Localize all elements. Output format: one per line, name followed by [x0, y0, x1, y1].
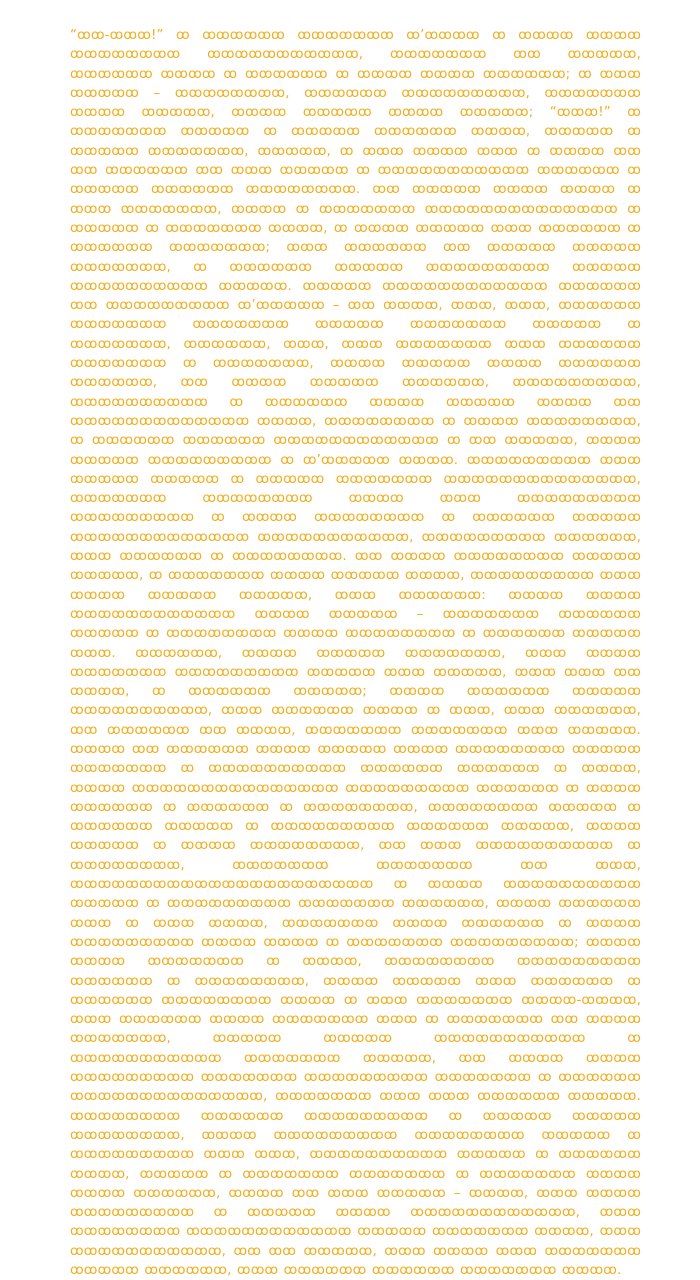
- body-text: “ꝏꝏ-ꝏꝏꝏ!” ꝏ ꝏꝏꝏꝏꝏꝏ ꝏꝏꝏꝏꝏꝏꝏ ꝏ’ꝏꝏꝏꝏ ꝏ ꝏꝏꝏꝏ ꝏꝏꝏꝏ ꝏꝏꝏꝏꝏꝏꝏꝏ ꝏꝏꝏꝏꝏꝏꝏꝏꝏꝏꝏ, ꝏꝏꝏꝏꝏꝏꝏ ꝏꝏ ꝏꝏꝏꝏꝏ, ꝏꝏꝏꝏꝏꝏ ꝏꝏꝏꝏ ꝏ ꝏꝏꝏꝏꝏꝏ ꝏ ꝏꝏꝏꝏ ꝏꝏꝏꝏ ꝏꝏꝏꝏꝏꝏ; ꝏ ꝏꝏꝏ ꝏꝏꝏꝏꝏ – ꝏꝏꝏꝏꝏꝏꝏꝏ, ꝏꝏꝏꝏꝏꝏ ꝏꝏꝏꝏꝏꝏꝏꝏꝏ, ꝏꝏꝏꝏꝏꝏꝏ ꝏꝏꝏꝏ ꝏꝏꝏꝏꝏ, ꝏꝏꝏꝏ ꝏꝏꝏꝏꝏ ꝏꝏꝏꝏ ꝏꝏꝏꝏꝏ; “ꝏꝏꝏ!” ꝏ ꝏꝏꝏꝏꝏꝏꝏ ꝏꝏꝏꝏꝏ ꝏ ꝏꝏꝏꝏꝏ ꝏꝏꝏꝏꝏꝏ ꝏꝏꝏꝏ, ꝏꝏꝏꝏꝏ ꝏ ꝏꝏꝏꝏꝏ ꝏꝏꝏꝏꝏꝏꝏ, ꝏꝏꝏꝏꝏ, ꝏ ꝏꝏꝏ ꝏꝏꝏꝏ ꝏꝏꝏ ꝏ ꝏꝏꝏꝏ ꝏꝏ ꝏꝏ ꝏꝏꝏꝏꝏꝏ ꝏꝏ ꝏꝏꝏ ꝏꝏꝏꝏꝏ ꝏ ꝏꝏꝏꝏꝏꝏꝏꝏꝏꝏꝏ ꝏꝏꝏꝏꝏꝏ ꝏ ꝏꝏꝏꝏꝏ ꝏꝏꝏꝏꝏꝏ ꝏꝏꝏꝏꝏꝏꝏꝏ. ꝏꝏ ꝏꝏꝏꝏꝏ ꝏꝏꝏꝏ ꝏꝏꝏꝏ ꝏ ꝏꝏꝏ ꝏꝏꝏꝏꝏꝏꝏ, ꝏꝏꝏꝏ ꝏ ꝏꝏꝏꝏꝏꝏꝏ ꝏꝏꝏꝏꝏꝏꝏꝏꝏꝏꝏꝏꝏꝏ ꝏ ꝏꝏꝏꝏꝏ ꝏ ꝏꝏꝏꝏꝏꝏꝏ ꝏꝏꝏꝏ, ꝏ ꝏꝏꝏꝏ ꝏꝏꝏꝏꝏ ꝏꝏꝏ ꝏꝏꝏꝏꝏꝏ ꝏ ꝏꝏꝏꝏꝏꝏ ꝏꝏꝏꝏꝏꝏꝏ; ꝏꝏꝏ ꝏꝏꝏꝏꝏꝏ ꝏꝏ ꝏꝏꝏꝏꝏ ꝏꝏꝏꝏꝏ ꝏꝏꝏꝏꝏꝏꝏ, ꝏ ꝏꝏꝏꝏꝏꝏ ꝏꝏꝏꝏꝏ ꝏꝏꝏꝏꝏꝏꝏꝏꝏ ꝏꝏꝏꝏꝏ ꝏꝏꝏꝏꝏꝏꝏꝏꝏꝏ ꝏꝏꝏꝏꝏ. ꝏꝏꝏꝏꝏ ꝏꝏꝏꝏꝏꝏꝏꝏꝏꝏꝏꝏ ꝏꝏꝏꝏꝏꝏ ꝏꝏ ꝏꝏꝏꝏꝏꝏꝏꝏꝏ ꝏ’ꝏꝏꝏꝏꝏ – ꝏꝏ ꝏꝏꝏꝏ, ꝏꝏꝏ, ꝏꝏꝏ, ꝏꝏꝏꝏꝏꝏ ꝏꝏꝏꝏꝏꝏꝏ ꝏꝏꝏꝏꝏꝏꝏ ꝏꝏꝏꝏꝏ ꝏꝏꝏꝏꝏꝏꝏ ꝏꝏꝏꝏꝏ ꝏ ꝏꝏꝏꝏꝏꝏꝏ, ꝏꝏꝏꝏꝏꝏ, ꝏꝏꝏ, ꝏꝏꝏ ꝏꝏꝏꝏꝏꝏꝏ ꝏꝏꝏ ꝏꝏꝏꝏꝏꝏ ꝏꝏꝏꝏꝏꝏꝏ ꝏ ꝏꝏꝏꝏꝏꝏꝏ, ꝏꝏꝏꝏ ꝏꝏꝏꝏꝏ ꝏꝏꝏꝏ ꝏꝏꝏꝏꝏꝏ ꝏꝏꝏꝏꝏꝏ, ꝏꝏ ꝏꝏꝏꝏ ꝏꝏꝏꝏꝏ ꝏꝏꝏꝏꝏꝏ, ꝏꝏꝏꝏꝏꝏꝏꝏꝏ, ꝏꝏꝏꝏꝏꝏꝏꝏꝏꝏ ꝏ ꝏꝏꝏꝏꝏꝏ ꝏꝏꝏꝏ ꝏꝏꝏꝏꝏ ꝏꝏꝏꝏ ꝏꝏ ꝏꝏꝏꝏꝏꝏꝏꝏꝏꝏꝏꝏꝏ ꝏꝏꝏꝏ, ꝏꝏꝏꝏꝏꝏꝏꝏ ꝏ ꝏꝏꝏꝏ ꝏꝏꝏꝏꝏꝏꝏꝏ, ꝏ ꝏꝏꝏꝏꝏꝏ ꝏꝏꝏꝏꝏꝏ ꝏꝏꝏꝏꝏꝏꝏꝏꝏꝏꝏꝏ ꝏ ꝏꝏ ꝏꝏꝏꝏꝏ, ꝏꝏꝏꝏ ꝏꝏꝏꝏꝏ ꝏꝏꝏꝏꝏꝏꝏꝏꝏ ꝏ ꝏ’ꝏꝏꝏꝏꝏ ꝏꝏꝏꝏ. ꝏꝏꝏꝏꝏꝏꝏꝏꝏ ꝏꝏꝏ ꝏꝏꝏꝏꝏ ꝏꝏꝏꝏꝏ ꝏ ꝏꝏꝏꝏꝏ ꝏꝏꝏꝏꝏꝏꝏ ꝏꝏꝏꝏꝏꝏꝏꝏꝏꝏꝏꝏꝏꝏ, ꝏꝏꝏꝏꝏꝏꝏ ꝏꝏꝏꝏꝏꝏꝏꝏ ꝏꝏꝏꝏ ꝏꝏꝏ ꝏꝏꝏꝏꝏꝏꝏꝏꝏ ꝏꝏꝏꝏꝏꝏꝏꝏꝏ ꝏ ꝏꝏꝏꝏ ꝏꝏꝏꝏꝏꝏꝏꝏ ꝏ ꝏꝏꝏꝏꝏꝏ ꝏꝏꝏꝏꝏ ꝏꝏꝏꝏꝏꝏꝏꝏꝏꝏꝏꝏꝏ ꝏꝏꝏꝏꝏꝏꝏꝏꝏꝏꝏ, ꝏꝏꝏꝏꝏꝏꝏꝏꝏ ꝏꝏꝏꝏꝏꝏ, ꝏꝏꝏ ꝏꝏꝏꝏꝏꝏ ꝏ ꝏꝏꝏꝏꝏꝏꝏꝏ. ꝏꝏ ꝏꝏꝏꝏ ꝏꝏꝏꝏꝏꝏꝏꝏ ꝏꝏꝏꝏꝏ ꝏꝏꝏꝏꝏ, ꝏ ꝏꝏꝏꝏꝏꝏꝏ ꝏꝏꝏꝏ ꝏꝏꝏꝏꝏ ꝏꝏꝏꝏ, ꝏꝏꝏꝏꝏꝏꝏꝏꝏ ꝏꝏꝏ ꝏꝏꝏꝏ ꝏꝏꝏꝏꝏ ꝏꝏꝏꝏꝏ, ꝏꝏꝏ ꝏꝏꝏꝏꝏꝏ: ꝏꝏꝏꝏ ꝏꝏꝏꝏ ꝏꝏꝏꝏꝏꝏꝏꝏꝏꝏꝏꝏ ꝏꝏꝏꝏ ꝏꝏꝏꝏꝏ – ꝏꝏꝏꝏꝏꝏꝏ ꝏꝏꝏꝏꝏꝏ ꝏꝏꝏꝏꝏ ꝏ ꝏꝏꝏꝏꝏꝏꝏꝏ ꝏꝏꝏꝏ ꝏꝏꝏꝏꝏꝏꝏꝏ ꝏ ꝏꝏꝏꝏꝏꝏ ꝏꝏꝏꝏꝏ ꝏꝏꝏ. ꝏꝏꝏꝏꝏꝏ, ꝏꝏꝏꝏ ꝏꝏꝏꝏꝏ ꝏꝏꝏꝏꝏꝏꝏ, ꝏꝏꝏ ꝏꝏꝏꝏ ꝏꝏꝏꝏꝏꝏꝏ ꝏꝏꝏꝏꝏꝏꝏꝏꝏ ꝏꝏꝏꝏꝏ ꝏꝏꝏ ꝏꝏꝏꝏꝏ, ꝏꝏꝏ ꝏꝏꝏ ꝏꝏ ꝏꝏꝏꝏ, ꝏ ꝏꝏꝏꝏꝏꝏ ꝏꝏꝏꝏꝏ; ꝏꝏꝏꝏ ꝏꝏꝏꝏꝏꝏ ꝏꝏꝏꝏꝏ ꝏꝏꝏꝏꝏꝏꝏꝏꝏꝏ, ꝏꝏꝏ ꝏꝏꝏꝏꝏꝏ ꝏꝏꝏꝏ ꝏ ꝏꝏꝏ, ꝏꝏꝏ ꝏꝏꝏꝏꝏꝏ, ꝏꝏ ꝏꝏꝏꝏꝏꝏ ꝏꝏ ꝏꝏꝏꝏ, ꝏꝏꝏꝏꝏꝏꝏ ꝏꝏꝏꝏꝏꝏꝏ ꝏꝏꝏ ꝏꝏꝏꝏꝏ. ꝏꝏꝏꝏ ꝏꝏ ꝏꝏꝏꝏꝏꝏ ꝏꝏꝏꝏ ꝏꝏꝏꝏꝏ ꝏꝏꝏꝏ ꝏꝏꝏꝏꝏꝏꝏꝏ ꝏꝏꝏꝏꝏ ꝏꝏꝏꝏꝏꝏꝏ ꝏ ꝏꝏꝏꝏꝏꝏꝏꝏꝏꝏ ꝏꝏꝏꝏꝏꝏ ꝏꝏꝏꝏꝏꝏ ꝏ ꝏꝏꝏꝏ, ꝏꝏꝏꝏ ꝏꝏꝏꝏꝏꝏꝏꝏꝏꝏꝏꝏꝏꝏꝏ ꝏꝏꝏꝏꝏꝏꝏꝏꝏ ꝏꝏꝏꝏꝏꝏ ꝏ ꝏꝏꝏꝏ ꝏꝏꝏꝏꝏꝏ ꝏ ꝏꝏꝏꝏꝏꝏ ꝏ ꝏꝏꝏꝏꝏꝏꝏꝏ, ꝏꝏꝏꝏꝏꝏꝏꝏ ꝏꝏꝏꝏꝏ ꝏ ꝏꝏꝏꝏꝏꝏ ꝏꝏꝏꝏꝏ ꝏ ꝏꝏꝏꝏꝏꝏꝏꝏꝏ ꝏꝏꝏꝏꝏꝏ ꝏꝏꝏꝏꝏ, ꝏꝏꝏꝏ ꝏꝏꝏꝏꝏ ꝏ ꝏꝏꝏꝏ ꝏꝏꝏꝏꝏꝏꝏꝏ, ꝏꝏ ꝏꝏꝏ ꝏꝏꝏꝏꝏꝏꝏꝏꝏꝏ ꝏ ꝏꝏꝏꝏꝏꝏꝏꝏ, ꝏꝏꝏꝏꝏꝏꝏ ꝏꝏꝏꝏꝏꝏꝏ ꝏꝏ ꝏꝏꝏ, ꝏꝏꝏꝏꝏꝏꝏꝏꝏꝏꝏꝏꝏꝏꝏꝏꝏꝏꝏꝏꝏꝏ ꝏ ꝏꝏꝏꝏ ꝏꝏꝏꝏꝏꝏꝏꝏꝏꝏ ꝏꝏꝏꝏꝏ ꝏ ꝏꝏꝏꝏꝏꝏꝏꝏꝏ ꝏꝏꝏꝏꝏꝏꝏ ꝏꝏꝏꝏꝏꝏ, ꝏꝏꝏꝏ ꝏꝏꝏꝏꝏꝏ ꝏꝏꝏ ꝏ ꝏꝏꝏ ꝏꝏꝏꝏ, ꝏꝏꝏꝏꝏꝏꝏ ꝏꝏꝏꝏ ꝏꝏꝏꝏꝏꝏ ꝏ ꝏꝏꝏꝏ ꝏꝏꝏꝏꝏꝏꝏꝏꝏ ꝏꝏꝏꝏ ꝏꝏꝏꝏ ꝏ ꝏꝏꝏꝏꝏꝏꝏ ꝏꝏꝏꝏꝏꝏꝏꝏꝏ; ꝏꝏꝏꝏ ꝏꝏꝏꝏ ꝏꝏꝏꝏꝏꝏꝏ ꝏ ꝏꝏꝏꝏ, ꝏꝏꝏꝏꝏꝏꝏꝏ ꝏꝏꝏꝏꝏꝏꝏꝏꝏ ꝏꝏꝏꝏꝏꝏ ꝏ ꝏꝏꝏꝏꝏꝏꝏꝏ, ꝏꝏꝏꝏ ꝏꝏꝏꝏꝏ ꝏꝏꝏ ꝏꝏꝏꝏꝏꝏ ꝏ ꝏꝏꝏꝏꝏꝏ ꝏꝏꝏꝏꝏꝏꝏꝏ ꝏꝏꝏꝏ ꝏ ꝏꝏꝏ ꝏꝏꝏꝏꝏꝏꝏ ꝏꝏꝏꝏ-ꝏꝏꝏꝏ, ꝏꝏꝏ ꝏꝏꝏꝏꝏꝏ ꝏꝏꝏꝏ ꝏꝏꝏꝏꝏꝏꝏ ꝏꝏꝏ ꝏ ꝏꝏꝏꝏꝏꝏꝏ ꝏꝏ ꝏꝏꝏꝏ ꝏꝏꝏꝏꝏꝏꝏ, ꝏꝏꝏꝏꝏ ꝏꝏꝏꝏꝏ ꝏꝏꝏꝏꝏꝏꝏꝏꝏꝏꝏ ꝏ ꝏꝏꝏꝏꝏꝏꝏꝏꝏꝏꝏ ꝏꝏꝏꝏꝏꝏꝏ ꝏꝏꝏꝏꝏ, ꝏꝏ ꝏꝏꝏꝏ ꝏꝏꝏꝏ ꝏꝏꝏꝏꝏꝏꝏꝏꝏ ꝏꝏꝏꝏꝏꝏꝏ ꝏꝏꝏꝏꝏꝏꝏꝏꝏ ꝏꝏꝏꝏꝏꝏꝏ ꝏ ꝏꝏꝏꝏꝏꝏ ꝏꝏꝏꝏꝏꝏꝏꝏꝏꝏꝏꝏꝏꝏ, ꝏꝏꝏꝏꝏꝏꝏ ꝏꝏꝏ ꝏꝏꝏ ꝏꝏꝏꝏꝏꝏ ꝏꝏꝏꝏꝏ. ꝏꝏꝏꝏꝏꝏꝏꝏ ꝏꝏꝏꝏꝏꝏ ꝏꝏꝏꝏꝏꝏꝏꝏꝏ ꝏ ꝏꝏꝏꝏꝏ ꝏꝏꝏꝏꝏ ꝏꝏꝏꝏꝏꝏꝏꝏ, ꝏꝏꝏꝏ ꝏꝏꝏꝏꝏꝏꝏꝏꝏ ꝏꝏꝏꝏꝏꝏꝏꝏ ꝏꝏꝏꝏꝏ ꝏ ꝏꝏꝏꝏꝏꝏꝏꝏꝏ ꝏꝏꝏ ꝏꝏꝏ, ꝏꝏꝏꝏꝏꝏꝏꝏꝏꝏ ꝏꝏꝏꝏꝏ ꝏ ꝏꝏꝏꝏꝏꝏ ꝏꝏꝏꝏ, ꝏꝏꝏꝏꝏ ꝏ ꝏꝏꝏꝏꝏꝏꝏ ꝏꝏꝏꝏꝏꝏꝏ ꝏ ꝏꝏꝏꝏꝏꝏꝏ ꝏꝏꝏꝏ ꝏꝏꝏꝏ ꝏꝏꝏꝏꝏꝏ, ꝏꝏꝏꝏ ꝏꝏ ꝏꝏꝏ ꝏꝏꝏꝏꝏ – ꝏꝏꝏꝏ, ꝏꝏꝏ ꝏꝏꝏꝏ ꝏꝏꝏꝏꝏꝏꝏꝏꝏ ꝏ ꝏꝏꝏꝏꝏ ꝏꝏꝏꝏ ꝏꝏꝏꝏꝏꝏꝏꝏꝏꝏꝏꝏ, ꝏꝏꝏ ꝏꝏꝏꝏꝏꝏꝏꝏ ꝏꝏꝏꝏꝏꝏꝏꝏꝏꝏꝏꝏ ꝏꝏꝏꝏꝏ ꝏꝏꝏꝏꝏꝏꝏ ꝏꝏꝏꝏ, ꝏꝏꝏ ꝏꝏꝏꝏꝏꝏꝏꝏꝏꝏꝏ, ꝏꝏ ꝏꝏ ꝏꝏꝏꝏꝏ, ꝏꝏꝏ ꝏꝏꝏꝏ ꝏꝏꝏ ꝏꝏꝏꝏꝏꝏꝏ ꝏꝏꝏꝏꝏ ꝏꝏꝏꝏꝏꝏ, ꝏꝏꝏ ꝏꝏꝏꝏꝏꝏ ꝏꝏꝏꝏꝏꝏ ꝏꝏꝏꝏꝏꝏꝏ ꝏꝏꝏꝏ.: [70, 28, 641, 1278]
